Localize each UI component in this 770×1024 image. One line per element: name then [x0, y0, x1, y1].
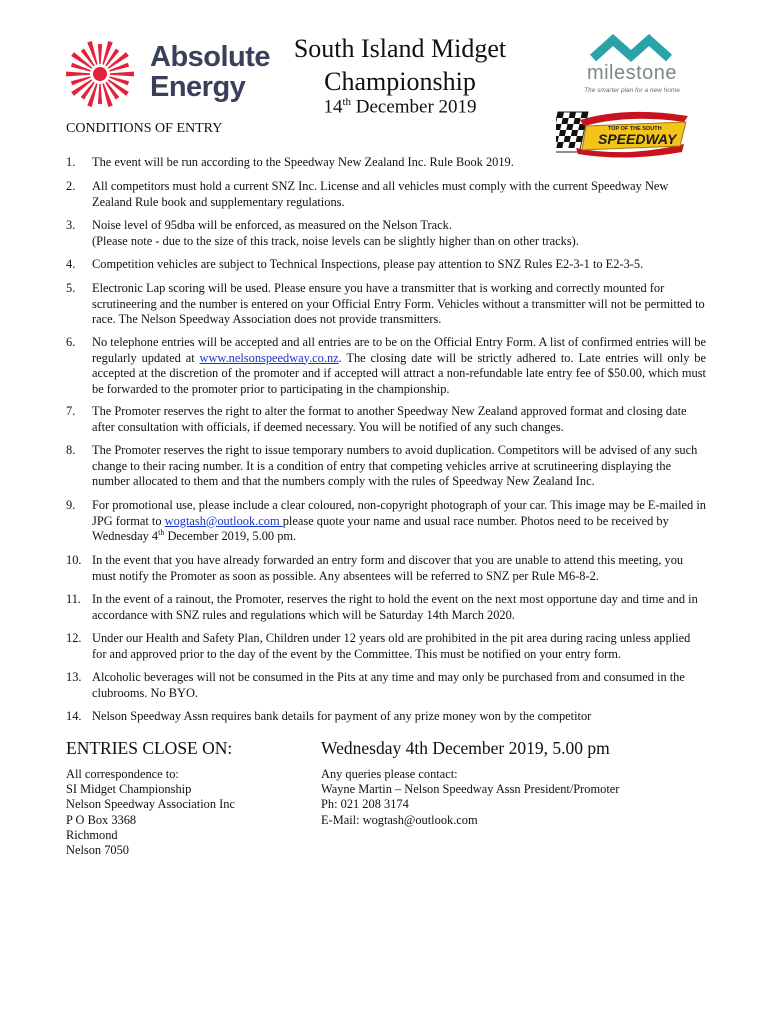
speedway-logo-main-text: SPEEDWAY — [598, 131, 677, 147]
queries-heading: Any queries please contact: — [321, 767, 458, 781]
correspondence-heading: All correspondence to: — [66, 767, 179, 781]
condition-item: 4. Competition vehicles are subject to Technical Inspections, please pay attention to SNZ Rules E2-3-1 to E2-3-5. — [66, 257, 644, 271]
condition-item: 13. Alcoholic beverages will not be consumed in the Pits at any time and may only be purchased from and consumed in the clubrooms. No BYO. — [66, 670, 685, 700]
contact-name: Wayne Martin – Nelson Speedway Assn President/Promoter — [321, 782, 620, 797]
condition-item: 11. In the event of a rainout, the Promoter, reserves the right to hold the event on the next most opportune day and time and in accordance with SNZ rules and regulations which will be Saturday 14th March 2020. — [66, 592, 698, 622]
nelson-speedway-website-link[interactable]: www.nelsonspeedway.co.nz — [199, 350, 339, 365]
top-of-the-south-speedway-logo — [556, 106, 691, 158]
address-line: SI Midget Championship — [66, 782, 192, 797]
condition-item: 2. All competitors must hold a current SNZ Inc. License and all vehicles must comply with the current Speedway New Zealand Rule book and supplementary regulations. — [66, 179, 669, 209]
condition-item: 12. Under our Health and Safety Plan, Children under 12 years old are prohibited in the pit area during racing unless applied for and approved prior to the day of the event by the Committee. This must be notified on your entry form. — [66, 631, 691, 661]
conditions-heading: CONDITIONS OF ENTRY — [66, 121, 223, 136]
photo-email-link[interactable]: wogtash@outlook.com — [164, 513, 283, 528]
address-line: Nelson 7050 — [66, 843, 129, 858]
contact-email: E-Mail: wogtash@outlook.com — [321, 812, 478, 827]
milestone-wordmark: milestone — [586, 62, 678, 84]
condition-item: 6. No telephone entries will be accepted and all entries are to be on the Official Entry Form. A list of confirmed entries will be regularly updated at www.nelsonspeedway.co.nz. The closing date will be strictly adhered to. Late entries will only be accepted at the discretion of the promoter and if accepted will attract a non-refundable late entry fee of $50.00, which must be forwarded to the promoter prior to participating in the championship. — [66, 335, 707, 396]
speedway-logo-top-text: TOP OF THE SOUTH — [608, 126, 662, 132]
correspondence-address — [66, 767, 235, 858]
address-line: Nelson Speedway Association Inc — [66, 797, 235, 812]
condition-item: 10. In the event that you have already forwarded an entry form and discover that you are unable to attend this meeting, you must notify the Promoter as soon as possible. Any absentees will be referred to SNZ per Rule M6-8-2. — [66, 553, 684, 583]
absolute-energy-wordmark: Absolute Energy — [150, 41, 271, 103]
condition-item: 3. Noise level of 95dba will be enforced, as measured on the Nelson Track. (Please note - due to the size of this track, noise levels can be slightly higher than on other tracks). — [66, 218, 579, 248]
entries-close-label: ENTRIES CLOSE ON: — [66, 738, 233, 758]
address-line: P O Box 3368 — [66, 812, 137, 827]
condition-item: 1. The event will be run according to the Speedway New Zealand Inc. Rule Book 2019. — [66, 155, 514, 169]
condition-item: 14. Nelson Speedway Assn requires bank details for payment of any prize money won by the competitor — [66, 709, 592, 723]
event-date: 14th December 2019 — [323, 96, 477, 118]
condition-item: 8. The Promoter reserves the right to issue temporary numbers to avoid duplication. Competitors will be advised of any such change to their racing number. It is a condition of entry that competing vehicles arrive at scrutineering displaying the number allocated to them and that the numbers comply with the rules of Speedway New Zealand Inc. — [66, 443, 698, 488]
milestone-tagline: The smarter plan for a new home — [584, 87, 680, 94]
page-title: South Island Midget Championship — [293, 34, 507, 96]
condition-item: 7. The Promoter reserves the right to alter the format to another Speedway New Zealand approved format and closing date after consultation with officials, if deemed necessary. You will be notified of any such changes. — [66, 404, 687, 434]
condition-item: 9. For promotional use, please include a clear coloured, non-copyright photograph of your car. This image may be E-mailed in JPG format to wogtash@outlook.com please quote your name and usual race number. Photos need to be received by Wednesday 4th December 2019, 5.00 pm. — [66, 498, 706, 543]
contact-phone: Ph: 021 208 3174 — [321, 797, 409, 812]
queries-contact — [321, 767, 619, 828]
entries-close-date: Wednesday 4th December 2019, 5.00 pm — [321, 738, 610, 758]
address-line: Richmond — [66, 827, 118, 842]
condition-item: 5. Electronic Lap scoring will be used. Please ensure you have a transmitter that is working and correctly mounted for scrutineering and the number is entered on your Official Entry Form. Vehicles without a transmitter will not be permitted to race. The Nelson Speedway Association does not provide transmitters. — [66, 281, 705, 326]
